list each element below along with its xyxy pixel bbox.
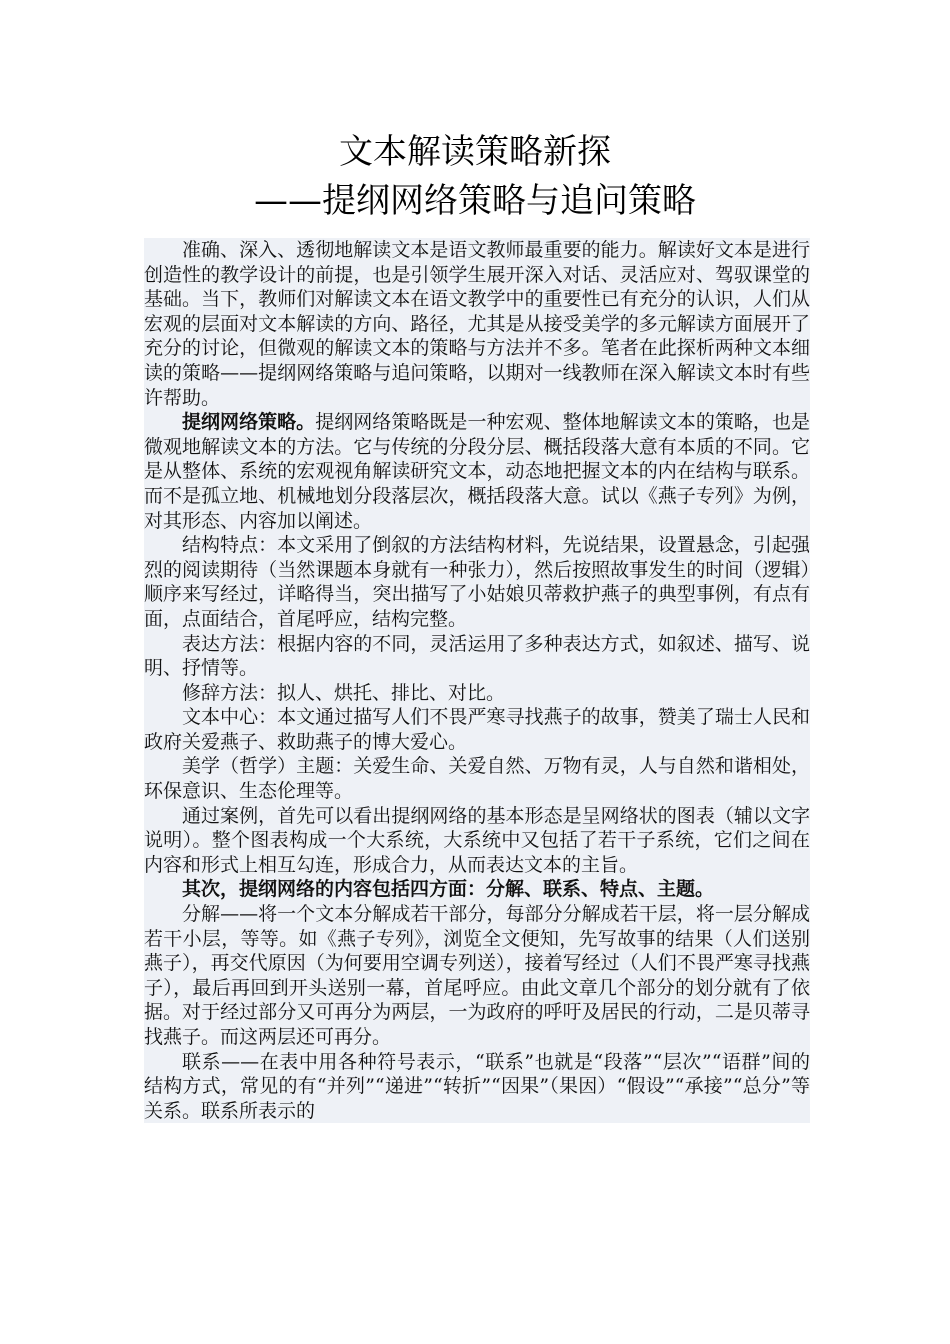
paragraph-text: 联系——在表中用各种符号表示，“联系”也就是“段落”“层次”“语群”间的结构方式，常见的有“并列”“递进”“转折”“因果”（果因）“假设”“承接”“总分”等关系。联系所表示的	[144, 1050, 810, 1122]
paragraph-lead: 提纲网络策略。	[182, 411, 316, 434]
document-subtitle: ——提纲网络策略与追问策略	[254, 181, 696, 221]
paragraph-decomposition	[144, 902, 810, 1050]
paragraph-text: 结构特点：本文采用了倒叙的方法结构材料，先说结果，设置悬念，引起强烈的阅读期待（当然课题本身就有一种张力），然后按照故事发生的时间（逻辑）顺序来写经过，详略得当，突出描写了小姑娘贝蒂救护燕子的典型事例，有点有面，点面结合，首尾呼应，结构完整。	[144, 534, 810, 630]
paragraph-text: 通过案例，首先可以看出提纲网络的基本形态是呈网络状的图表（辅以文字说明）。整个图表构成一个大系统，大系统中又包括了若干子系统，它们之间在内容和形式上相互勾连，形成合力，从而表达文本的主旨。	[144, 804, 810, 876]
paragraph-case-form	[144, 804, 810, 878]
paragraph-theme-center	[144, 705, 810, 754]
paragraph-outline-strategy	[144, 410, 810, 533]
paragraph-text: 修辞方法：拟人、烘托、排比、对比。	[182, 681, 506, 704]
paragraph-text: 美学（哲学）主题：关爱生命、关爱自然、万物有灵，人与自然和谐相处，环保意识、生态伦理等。	[144, 755, 810, 803]
paragraph-rhetoric	[144, 681, 810, 706]
paragraph-text: 提纲网络策略既是一种宏观、整体地解读文本的策略，也是微观地解读文本的方法。它与传统的分段分层、概括段落大意有本质的不同。它是从整体、系统的宏观视角解读研究文本，动态地把握文本的内在结构与联系。而不是孤立地、机械地划分段落层次，概括段落大意。试以《燕子专列》为例，对其形态、内容加以阐述。	[144, 411, 810, 532]
paragraph-text: 表达方法：根据内容的不同，灵活运用了多种表达方式，如叙述、描写、说明、抒情等。	[144, 632, 810, 680]
paragraph-connection	[144, 1050, 810, 1124]
paragraph-text: 分解——将一个文本分解成若干部分，每部分分解成若干层，将一层分解成若干小层，等等。如《燕子专列》，浏览全文便知，先写故事的结果（人们送别燕子），再交代原因（为何要用空调专列送），接着写经过（人们不畏严寒寻找燕子），最后再回到开头送别一幕，首尾呼应。由此文章几个部分的划分就有了依据。对于经过部分又可再分为两层，一为政府的呼吁及居民的行动，二是贝蒂寻找燕子。而这两层还可再分。	[144, 903, 810, 1048]
paragraph-lead: 其次，提纲网络的内容包括四方面：分解、联系、特点、主题。	[182, 878, 715, 901]
document-title: 文本解读策略新探	[339, 132, 611, 172]
paragraph-structure	[144, 533, 810, 631]
paragraph-text: 文本中心：本文通过描写人们不畏严寒寻找燕子的故事，赞美了瑞士人民和政府关爱燕子、救助燕子的博大爱心。	[144, 706, 810, 753]
paragraph-text: 准确、深入、透彻地解读文本是语文教师最重要的能力。解读好文本是进行创造性的教学设计的前提，也是引领学生展开深入对话、灵活应对、驾驭课堂的基础。当下，教师们对解读文本在语文教学中的重要性已有充分的认识，人们从宏观的层面对文本解读的方向、路径，尤其是从接受美学的多元解读方面展开了充分的讨论，但微观的解读文本的策略与方法并不多。笔者在此探析两种文本细读的策略——提纲网络策略与追问策略，以期对一线教师在深入解读文本时有些许帮助。	[144, 239, 810, 409]
paragraph-four-aspects	[144, 877, 810, 902]
paragraph-expression	[144, 632, 810, 681]
paragraph-aesthetic-theme	[144, 754, 810, 803]
paragraph-intro	[144, 238, 810, 410]
document-body	[144, 238, 810, 1123]
